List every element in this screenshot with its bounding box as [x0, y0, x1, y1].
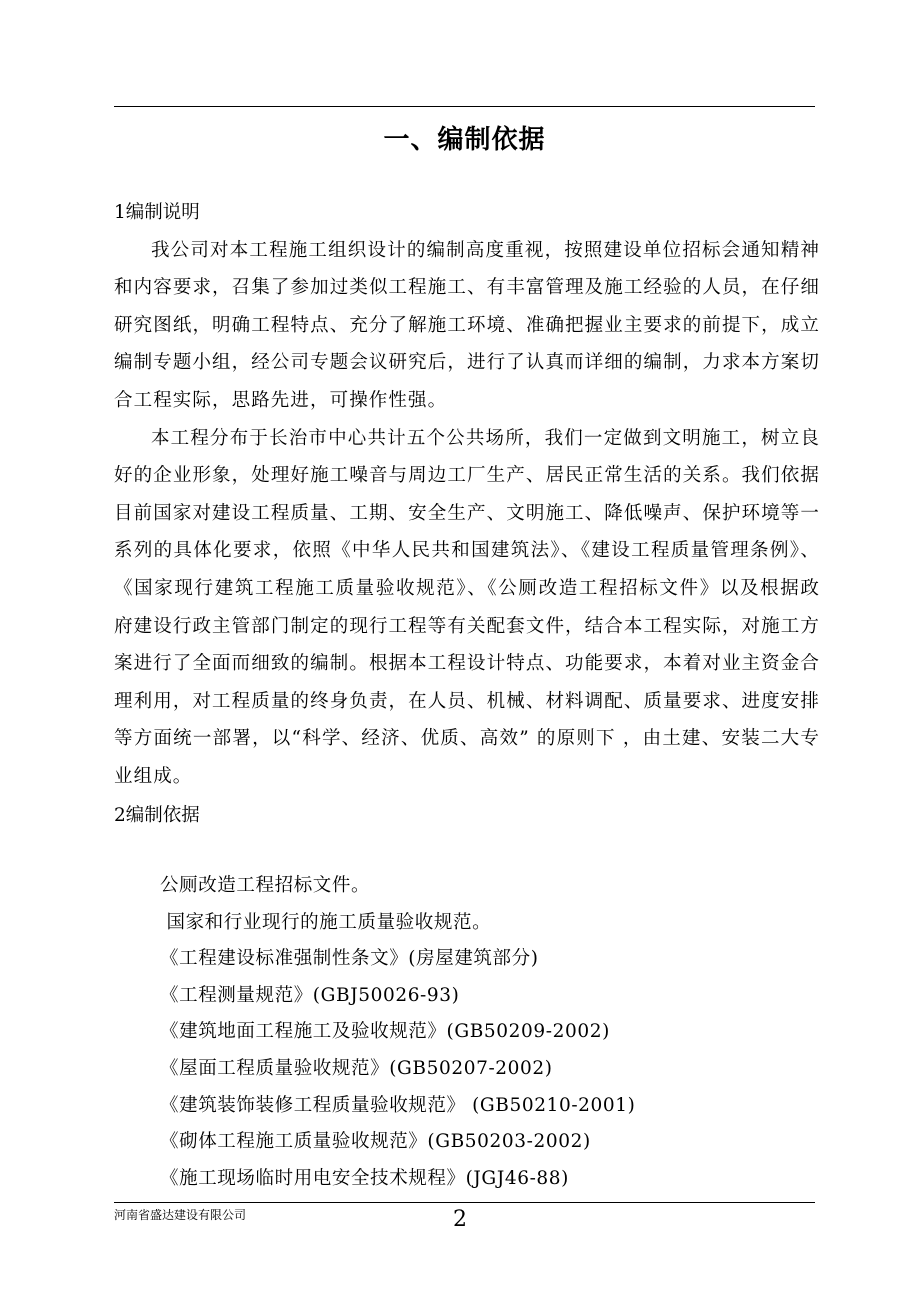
page-title: 一、编制依据	[383, 125, 546, 155]
page-number: 2	[453, 1207, 467, 1232]
list-item: 国家和行业现行的施工质量验收规范。	[160, 911, 492, 933]
paragraph-1: 我公司对本工程施工组织设计的编制高度重视，按照建设单位招标会通知精神和内容要求，召集了参加过类似工程施工、有丰富管理及施工经验的人员，在仔细研究图纸，明确工程特点、充分了解施工环境、准确把握业主要求的前提下，成立编制专题小组，经公司专题会议研究后，进行了认真而详细的编制，力求本方案切合工程实际，思路先进，可操作性强。	[114, 239, 820, 411]
header-rule	[114, 106, 815, 107]
paragraph-2: 本工程分布于长治市中心共计五个公共场所，我们一定做到文明施工，树立良好的企业形象，处理好施工噪音与周边工厂生产、居民正常生活的关系。我们依据目前国家对建设工程质量、工期、安全生产、文明施工、降低噪声、保护环境等一系列的具体化要求，依照《中华人民共和国建筑法》、《建设工程质量管理条例》、《国家现行建筑工程施工质量验收规范》、《公厕改造工程招标文件》以及根据政府建设行政主管部门制定的现行工程等有关配套文件，结合本工程实际，对施工方案进行了全面而细致的编制。根据本工程设计特点、功能要求，本着对业主资金合理利用，对工程质量的终身负责，在人员、机械、材料调配、质量要求、进度安排等方面统一部署，以“科学、经济、优质、高效” 的原则下 ，由土建、安装二大专业组成。	[114, 427, 820, 787]
list-item: 《工程建设标准强制性条文》(房屋建筑部分)	[160, 948, 539, 970]
list-item: 《建筑地面工程施工及验收规范》(GB50209-2002)	[160, 1021, 610, 1043]
list-item: 《工程测量规范》(GBJ50026-93)	[160, 984, 460, 1006]
list-item: 《施工现场临时用电安全技术规程》(JGJ46-88)	[160, 1167, 569, 1189]
section-1	[114, 194, 820, 796]
list-item: 《砌体工程施工质量验收规范》(GB50203-2002)	[160, 1131, 591, 1153]
footer-company: 河南省盛达建设有限公司	[114, 1208, 247, 1222]
list-item: 《屋面工程质量验收规范》(GB50207-2002)	[160, 1057, 553, 1079]
section-1-heading: 1编制说明	[114, 202, 200, 223]
section-2-heading: 2编制依据	[114, 805, 200, 826]
footer-rule	[114, 1202, 815, 1203]
basis-list	[160, 868, 635, 1197]
list-item: 公厕改造工程招标文件。	[160, 875, 371, 896]
list-item: 《建筑装饰装修工程质量验收规范》 (GB50210-2001)	[160, 1094, 636, 1116]
